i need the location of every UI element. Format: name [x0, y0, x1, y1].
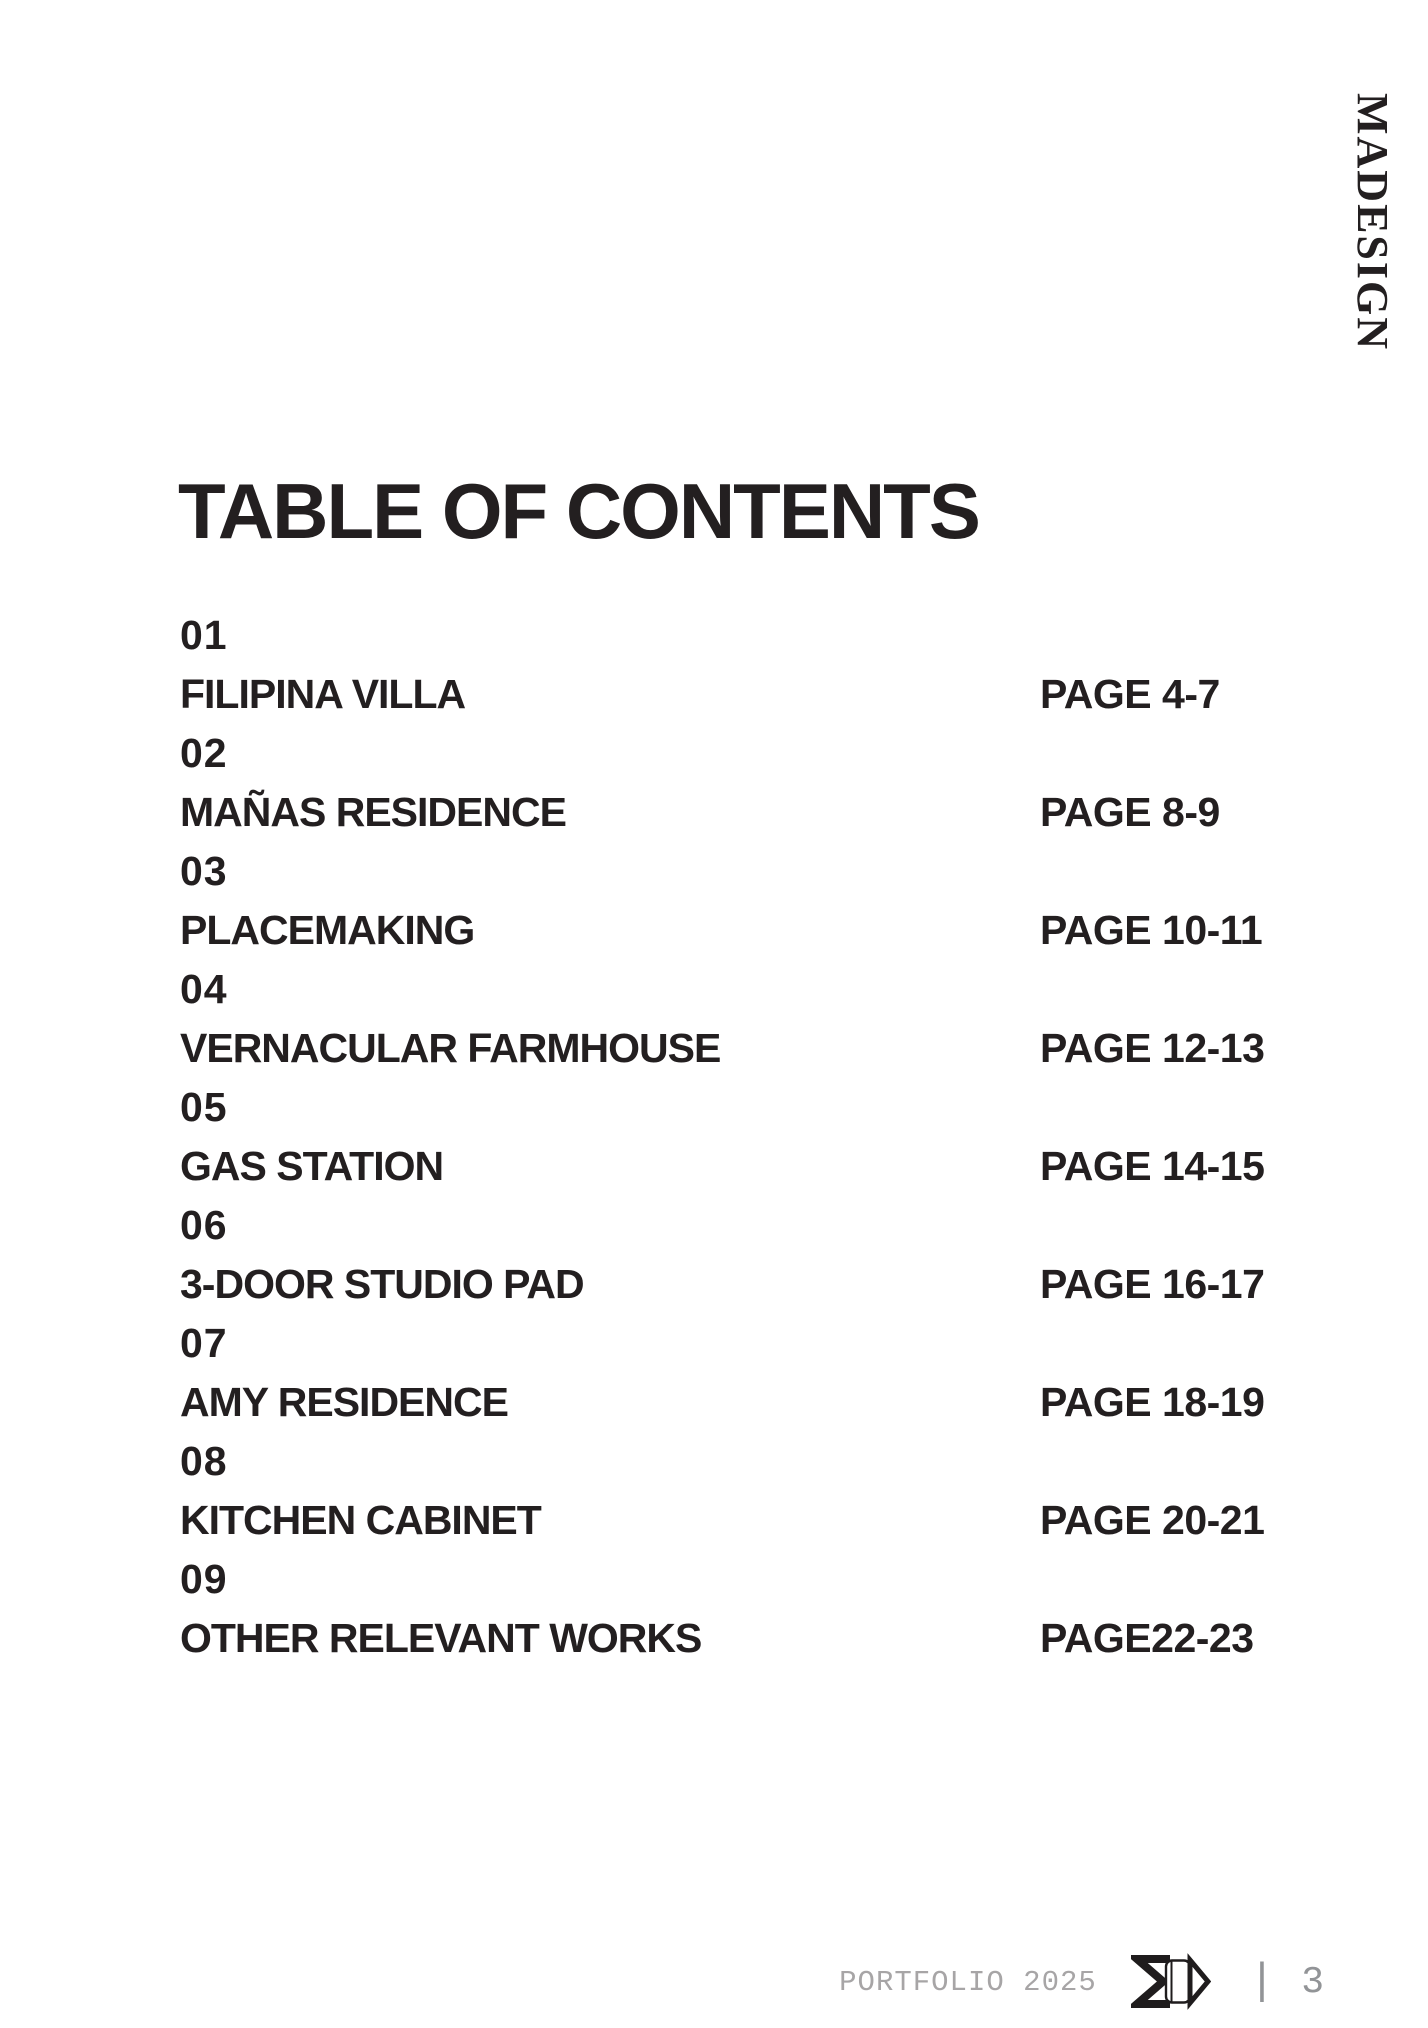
toc-entry-number: 05 — [180, 1084, 228, 1130]
page-title: TABLE OF CONTENTS — [178, 467, 979, 555]
toc-entry-number: 02 — [180, 730, 228, 776]
toc-entry-number: 07 — [180, 1320, 228, 1366]
toc-entry-number: 08 — [180, 1438, 228, 1484]
toc-entry — [180, 1314, 1265, 1432]
table-of-contents-list — [180, 606, 1265, 1668]
toc-entry-title: GAS STATION — [180, 1143, 444, 1189]
toc-entry-page: PAGE 4-7 — [1040, 671, 1220, 717]
toc-entry-number-line — [180, 1078, 1242, 1137]
toc-entry — [180, 1196, 1265, 1314]
toc-entry-page: PAGE 16-17 — [1040, 1261, 1265, 1307]
toc-entry-title: FILIPINA VILLA — [180, 671, 466, 717]
toc-entry-title-line[interactable] — [180, 1373, 1265, 1432]
toc-entry-title-line[interactable] — [180, 783, 1242, 842]
toc-entry-title-line[interactable] — [180, 665, 1242, 724]
toc-entry-number-line — [180, 1432, 1242, 1491]
toc-entry-number: 04 — [180, 966, 228, 1012]
toc-entry-title: KITCHEN CABINET — [180, 1497, 541, 1543]
toc-entry-number-line — [180, 842, 1242, 901]
toc-entry-number: 06 — [180, 1202, 228, 1248]
toc-entry-title-line[interactable] — [180, 901, 1263, 960]
toc-entry-page: PAGE 20-21 — [1040, 1497, 1265, 1543]
toc-entry-number-line — [180, 1196, 1242, 1255]
toc-entry-title: OTHER RELEVANT WORKS — [180, 1615, 702, 1661]
toc-entry-title: PLACEMAKING — [180, 907, 475, 953]
toc-entry — [180, 1432, 1265, 1550]
toc-entry-number-line — [180, 606, 1242, 665]
toc-entry-number: 09 — [180, 1556, 228, 1602]
toc-entry — [180, 842, 1263, 960]
toc-entry — [180, 1550, 1254, 1668]
portfolio-year-label: PORTFOLIO 2025 — [839, 1965, 1097, 1999]
toc-entry-page: PAGE 12-13 — [1040, 1025, 1265, 1071]
toc-entry — [180, 724, 1242, 842]
toc-entry-number-line — [180, 1550, 1242, 1609]
toc-entry-number-line — [180, 960, 1242, 1019]
toc-entry-page: PAGE 10-11 — [1040, 907, 1263, 953]
toc-entry-page: PAGE 14-15 — [1040, 1143, 1265, 1189]
toc-entry-page: PAGE22-23 — [1040, 1615, 1254, 1661]
footer-separator-bar: | — [1248, 1957, 1276, 2007]
page-number: 3 — [1301, 1960, 1324, 2004]
toc-entry-title-line[interactable] — [180, 1137, 1265, 1196]
toc-entry-number-line — [180, 1314, 1242, 1373]
toc-entry-title-line[interactable] — [180, 1019, 1265, 1078]
toc-entry-title: VERNACULAR FARMHOUSE — [180, 1025, 721, 1071]
toc-entry — [180, 960, 1265, 1078]
toc-entry-title-line[interactable] — [180, 1255, 1265, 1314]
brand-wordmark-vertical: MADESIGN — [1348, 93, 1397, 352]
toc-entry-number: 01 — [180, 612, 228, 658]
3d-monogram-logo-icon — [1131, 1952, 1211, 2012]
toc-entry-page: PAGE 18-19 — [1040, 1379, 1265, 1425]
toc-entry-title: AMY RESIDENCE — [180, 1379, 508, 1425]
page-footer — [839, 1952, 1324, 2012]
toc-entry-title-line[interactable] — [180, 1609, 1254, 1668]
toc-entry-number-line — [180, 724, 1242, 783]
toc-entry-title-line[interactable] — [180, 1491, 1265, 1550]
toc-entry-page: PAGE 8-9 — [1040, 789, 1220, 835]
toc-entry-title: 3-DOOR STUDIO PAD — [180, 1261, 584, 1307]
toc-entry-number: 03 — [180, 848, 228, 894]
toc-entry — [180, 1078, 1265, 1196]
toc-entry-title: MAÑAS RESIDENCE — [180, 789, 566, 835]
toc-entry — [180, 606, 1242, 724]
